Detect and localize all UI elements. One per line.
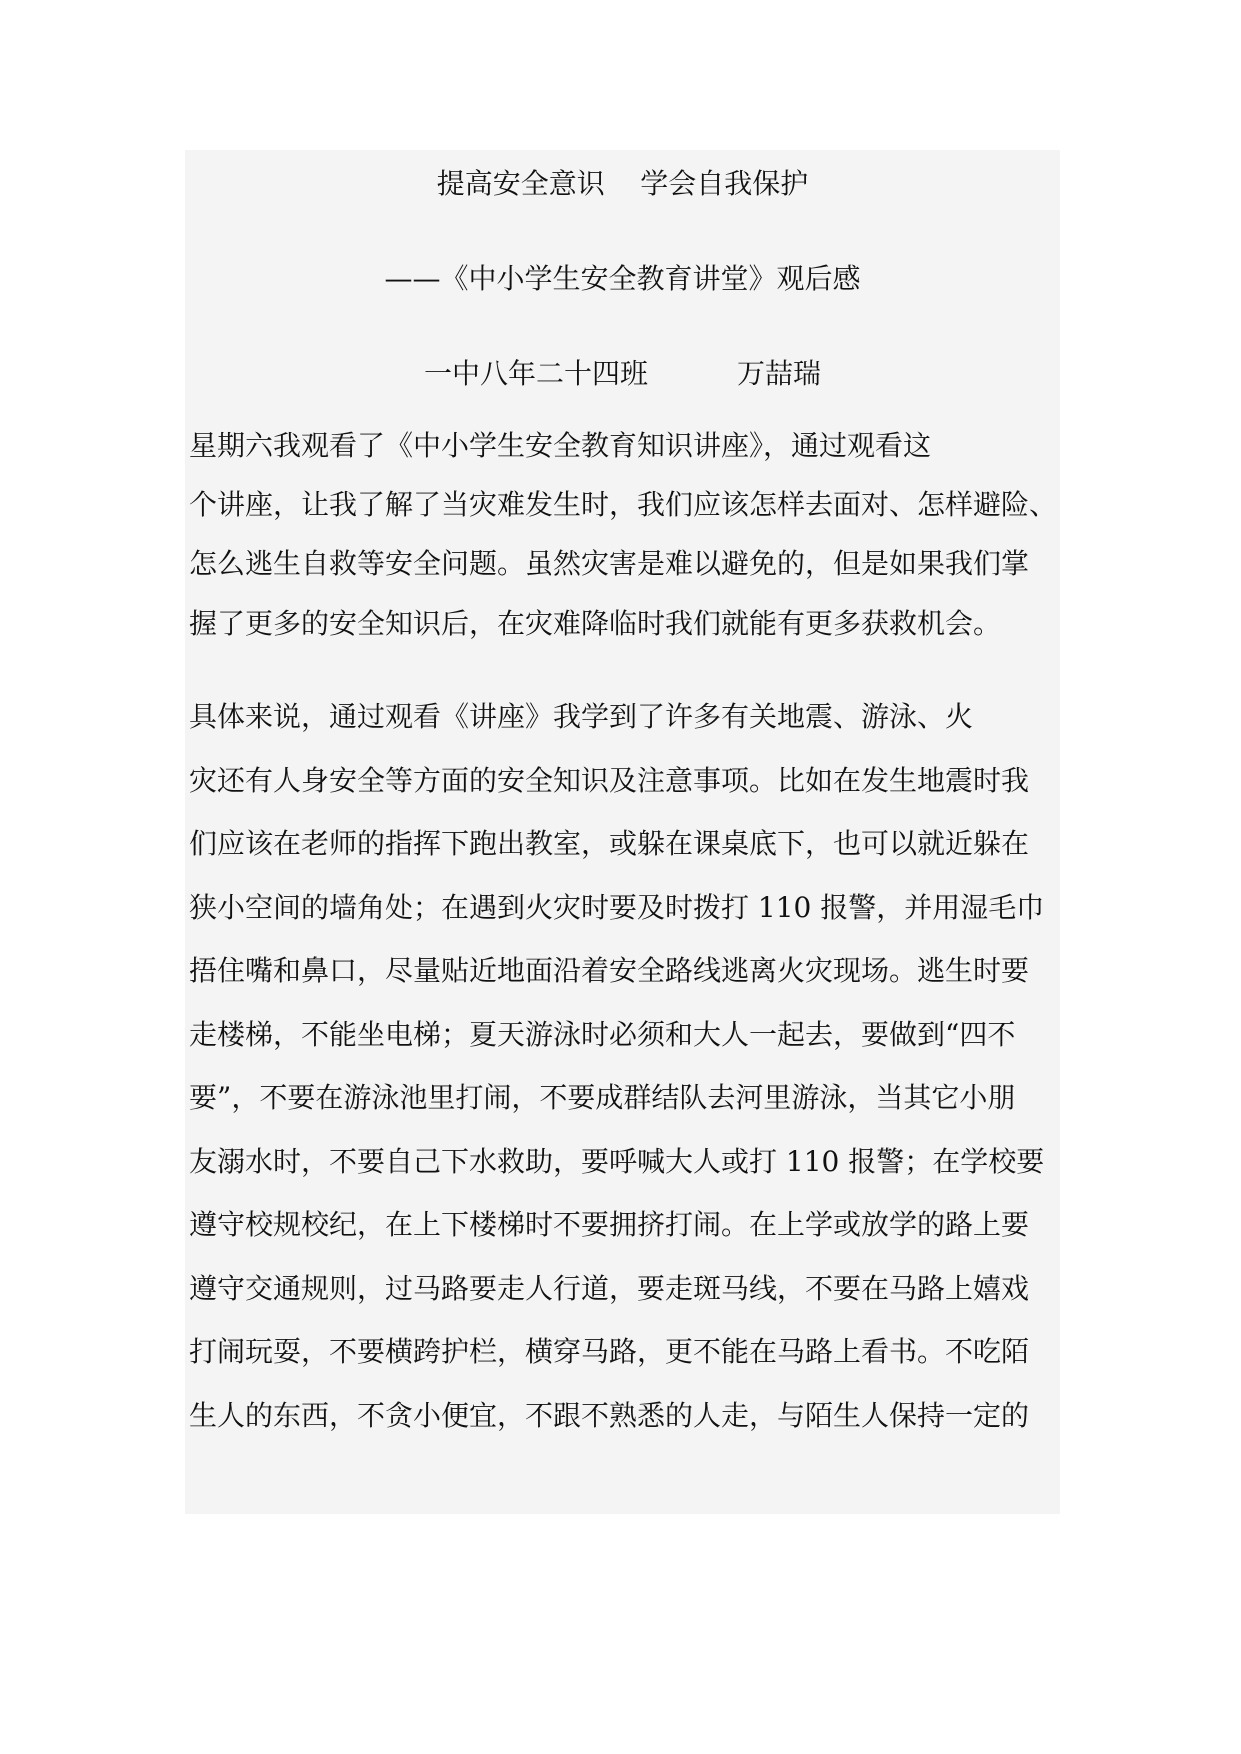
paragraph-line: 们应该在老师的指挥下跑出教室，或躲在课桌底下，也可以就近躲在 (189, 827, 1030, 860)
paragraph-line: 狭小空间的墙角处；在遇到火灾时要及时拨打 110 报警，并用湿毛巾 (189, 891, 1045, 924)
paragraph-line: 走楼梯，不能坐电梯；夏天游泳时必须和大人一起去，要做到“四不 (189, 1018, 1016, 1051)
document-subtitle: ——《中小学生安全教育讲堂》观后感 (384, 262, 861, 295)
document-title: 提高安全意识 学会自我保护 (436, 167, 809, 200)
paragraph-line: 生人的东西，不贪小便宜，不跟不熟悉的人走，与陌生人保持一定的 (189, 1399, 1030, 1432)
paragraph-line: 遵守校规校纪，在上下楼梯时不要拥挤打闹。在上学或放学的路上要 (189, 1208, 1030, 1241)
author-byline: 一中八年二十四班 万喆瑞 (423, 357, 821, 390)
paragraph-line: 捂住嘴和鼻口，尽量贴近地面沿着安全路线逃离火灾现场。逃生时要 (189, 954, 1030, 987)
paragraph-line: 星期六我观看了《中小学生安全教育知识讲座》，通过观看这 (189, 429, 932, 462)
paragraph-line: 握了更多的安全知识后，在灾难降临时我们就能有更多获救机会。 (189, 607, 1002, 640)
paragraph-line: 遵守交通规则，过马路要走人行道，要走斑马线，不要在马路上嬉戏 (189, 1272, 1030, 1305)
paragraph-line: 要”，不要在游泳池里打闹，不要成群结队去河里游泳，当其它小朋 (189, 1081, 1016, 1114)
text-block (185, 150, 1060, 1514)
paragraph-line: 打闹玩耍，不要横跨护栏，横穿马路，更不能在马路上看书。不吃陌 (189, 1335, 1030, 1368)
paragraph-line: 个讲座，让我了解了当灾难发生时，我们应该怎样去面对、怎样避险、 (189, 488, 1058, 521)
paragraph-line: 灾还有人身安全等方面的安全知识及注意事项。比如在发生地震时我 (189, 764, 1030, 797)
paragraph-line: 友溺水时，不要自己下水救助，要呼喊大人或打 110 报警；在学校要 (189, 1145, 1045, 1178)
paragraph-line: 具体来说，通过观看《讲座》我学到了许多有关地震、游泳、火 (189, 700, 974, 733)
paragraph-line: 怎么逃生自救等安全问题。虽然灾害是难以避免的，但是如果我们掌 (189, 547, 1030, 580)
